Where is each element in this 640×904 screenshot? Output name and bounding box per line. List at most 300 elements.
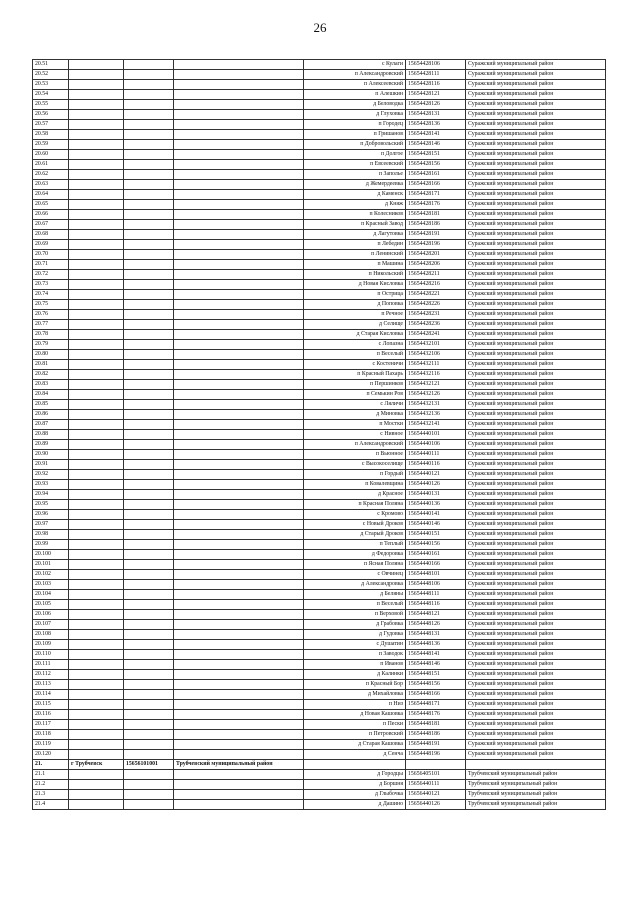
row-number-cell: 21.2 — [33, 780, 69, 790]
district-name-cell: Суражский муниципальный район — [466, 330, 606, 340]
admin-center-cell — [69, 290, 124, 300]
table-row — [33, 260, 606, 270]
admin-code-cell — [124, 570, 174, 580]
district-name-cell: Суражский муниципальный район — [466, 750, 606, 760]
admin-name-cell — [174, 360, 304, 370]
admin-center-cell — [69, 530, 124, 540]
table-row — [33, 620, 606, 630]
admin-center-cell — [69, 730, 124, 740]
admin-center-cell — [69, 690, 124, 700]
admin-code-cell — [124, 520, 174, 530]
admin-name-cell — [174, 220, 304, 230]
admin-center-cell — [69, 560, 124, 570]
district-name-cell: Суражский муниципальный район — [466, 400, 606, 410]
settlement-name-cell: с Кромово — [304, 510, 406, 520]
oktmo-code-cell: 15656440126 — [406, 800, 466, 810]
admin-name-cell — [174, 370, 304, 380]
row-number-cell: 20.107 — [33, 620, 69, 630]
row-number-cell: 21.1 — [33, 770, 69, 780]
district-name-cell: Суражский муниципальный район — [466, 340, 606, 350]
oktmo-code-cell: 15654448106 — [406, 580, 466, 590]
district-name-cell: Суражский муниципальный район — [466, 290, 606, 300]
admin-code-cell — [124, 580, 174, 590]
admin-name-cell — [174, 410, 304, 420]
settlement-name-cell: д Жемердеевка — [304, 180, 406, 190]
admin-code-cell — [124, 60, 174, 70]
admin-name-cell — [174, 60, 304, 70]
district-name-cell: Суражский муниципальный район — [466, 410, 606, 420]
row-number-cell: 20.70 — [33, 250, 69, 260]
admin-center-cell — [69, 740, 124, 750]
admin-name-cell — [174, 540, 304, 550]
admin-center-cell — [69, 220, 124, 230]
district-name-cell: Суражский муниципальный район — [466, 310, 606, 320]
row-number-cell: 20.56 — [33, 110, 69, 120]
row-number-cell: 20.95 — [33, 500, 69, 510]
row-number-cell: 20.71 — [33, 260, 69, 270]
admin-name-cell — [174, 340, 304, 350]
settlement-name-cell: п Алешкин — [304, 90, 406, 100]
table-row — [33, 290, 606, 300]
admin-name-cell — [174, 550, 304, 560]
row-number-cell: 20.77 — [33, 320, 69, 330]
row-number-cell: 20.73 — [33, 280, 69, 290]
admin-code-cell — [124, 180, 174, 190]
table-row — [33, 220, 606, 230]
admin-name-cell — [174, 610, 304, 620]
table-row — [33, 370, 606, 380]
oktmo-code-cell: 15654428141 — [406, 130, 466, 140]
admin-center-cell — [69, 620, 124, 630]
admin-name-cell — [174, 420, 304, 430]
settlement-name-cell: д Калинки — [304, 670, 406, 680]
oktmo-code-cell: 15654428126 — [406, 100, 466, 110]
admin-name-cell — [174, 470, 304, 480]
admin-code-cell — [124, 230, 174, 240]
oktmo-code-cell: 15654448186 — [406, 730, 466, 740]
district-name-cell: Суражский муниципальный район — [466, 230, 606, 240]
settlement-name-cell: с Новый Дроков — [304, 520, 406, 530]
admin-code-cell — [124, 500, 174, 510]
district-name-cell: Суражский муниципальный район — [466, 350, 606, 360]
district-name-cell: Суражский муниципальный район — [466, 370, 606, 380]
settlement-name-cell: д Княж — [304, 200, 406, 210]
row-number-cell: 21.4 — [33, 800, 69, 810]
district-name-cell: Суражский муниципальный район — [466, 270, 606, 280]
admin-name-cell — [174, 620, 304, 630]
oktmo-code-cell: 15654428191 — [406, 230, 466, 240]
admin-center-cell — [69, 510, 124, 520]
row-number-cell: 20.120 — [33, 750, 69, 760]
admin-code-cell — [124, 710, 174, 720]
district-name-cell: Суражский муниципальный район — [466, 180, 606, 190]
row-number-cell: 20.68 — [33, 230, 69, 240]
admin-center-cell — [69, 300, 124, 310]
oktmo-code-cell: 15654440156 — [406, 540, 466, 550]
oktmo-code-cell: 15654448181 — [406, 720, 466, 730]
admin-center-cell — [69, 460, 124, 470]
table-row — [33, 550, 606, 560]
settlement-name-cell: п Добровольский — [304, 140, 406, 150]
admin-name-cell — [174, 720, 304, 730]
district-name-cell: Суражский муниципальный район — [466, 690, 606, 700]
settlement-name-cell: с Кулаги — [304, 60, 406, 70]
oktmo-code-cell: 15654440106 — [406, 440, 466, 450]
district-name-cell: Суражский муниципальный район — [466, 320, 606, 330]
district-name-cell: Суражский муниципальный район — [466, 100, 606, 110]
settlement-name-cell: п Лебедин — [304, 240, 406, 250]
row-number-cell: 20.97 — [33, 520, 69, 530]
admin-name-cell — [174, 790, 304, 800]
district-name-cell: Суражский муниципальный район — [466, 570, 606, 580]
settlement-name-cell: д Поповка — [304, 300, 406, 310]
settlement-name-cell: п Острица — [304, 290, 406, 300]
admin-code-cell — [124, 450, 174, 460]
admin-code-cell: 15656101001 — [124, 760, 174, 770]
oktmo-code-cell: 15654428131 — [406, 110, 466, 120]
admin-code-cell — [124, 620, 174, 630]
oktmo-code-cell: 15654440131 — [406, 490, 466, 500]
district-name-cell: Суражский муниципальный район — [466, 600, 606, 610]
settlement-name-cell: д Старый Дроков — [304, 530, 406, 540]
admin-name-cell — [174, 240, 304, 250]
admin-name-cell — [174, 680, 304, 690]
table-row — [33, 750, 606, 760]
row-number-cell: 20.74 — [33, 290, 69, 300]
table-row — [33, 300, 606, 310]
district-name-cell: Суражский муниципальный район — [466, 300, 606, 310]
oktmo-code-cell: 15654428111 — [406, 70, 466, 80]
admin-code-cell — [124, 780, 174, 790]
admin-name-cell — [174, 560, 304, 570]
settlement-name-cell: п Красный Бор — [304, 680, 406, 690]
settlement-name-cell: д Боршня — [304, 780, 406, 790]
admin-center-cell — [69, 170, 124, 180]
settlement-name-cell: д Миновка — [304, 410, 406, 420]
table-row — [33, 130, 606, 140]
admin-code-cell — [124, 360, 174, 370]
table-row — [33, 560, 606, 570]
district-name-cell: Суражский муниципальный район — [466, 560, 606, 570]
district-name-cell: Суражский муниципальный район — [466, 710, 606, 720]
settlement-name-cell: д Грабовка — [304, 620, 406, 630]
admin-code-cell — [124, 770, 174, 780]
admin-name-cell — [174, 800, 304, 810]
settlement-name-cell: с Костеничи — [304, 360, 406, 370]
row-number-cell: 21.3 — [33, 790, 69, 800]
admin-name-cell — [174, 740, 304, 750]
row-number-cell: 20.62 — [33, 170, 69, 180]
admin-center-cell — [69, 150, 124, 160]
admin-center-cell — [69, 640, 124, 650]
admin-code-cell — [124, 170, 174, 180]
admin-name-cell — [174, 380, 304, 390]
table-row — [33, 630, 606, 640]
row-number-cell: 20.114 — [33, 690, 69, 700]
row-number-cell: 20.69 — [33, 240, 69, 250]
admin-name-cell — [174, 500, 304, 510]
table-row — [33, 240, 606, 250]
admin-center-cell — [69, 800, 124, 810]
admin-code-cell — [124, 430, 174, 440]
table-row — [33, 400, 606, 410]
row-number-cell: 20.72 — [33, 270, 69, 280]
oktmo-code-cell: 15654448141 — [406, 650, 466, 660]
settlement-name-cell: п Ленинский — [304, 250, 406, 260]
admin-name-cell — [174, 630, 304, 640]
admin-center-cell — [69, 590, 124, 600]
admin-code-cell — [124, 280, 174, 290]
admin-center-cell — [69, 380, 124, 390]
oktmo-code-cell: 15654448166 — [406, 690, 466, 700]
admin-center-cell — [69, 790, 124, 800]
settlement-name-cell: д Михайловка — [304, 690, 406, 700]
settlement-name-cell: п Машина — [304, 260, 406, 270]
admin-code-cell — [124, 640, 174, 650]
oktmo-code-cell: 15654428196 — [406, 240, 466, 250]
row-number-cell: 20.61 — [33, 160, 69, 170]
settlement-name-cell: п Вьюнное — [304, 450, 406, 460]
table-row — [33, 570, 606, 580]
district-name-cell: Суражский муниципальный район — [466, 580, 606, 590]
table-row — [33, 170, 606, 180]
table-row — [33, 310, 606, 320]
row-number-cell: 20.52 — [33, 70, 69, 80]
district-name-cell: Суражский муниципальный район — [466, 730, 606, 740]
oktmo-code-cell: 15654448156 — [406, 680, 466, 690]
row-number-cell: 20.58 — [33, 130, 69, 140]
settlements-table — [32, 59, 606, 810]
district-name-cell: Суражский муниципальный район — [466, 500, 606, 510]
district-name-cell: Суражский муниципальный район — [466, 240, 606, 250]
table-row — [33, 730, 606, 740]
table-row — [33, 60, 606, 70]
admin-name-cell — [174, 570, 304, 580]
admin-name-cell — [174, 530, 304, 540]
row-number-cell: 20.76 — [33, 310, 69, 320]
oktmo-code-cell: 15654448116 — [406, 600, 466, 610]
admin-center-cell — [69, 570, 124, 580]
admin-center-cell — [69, 580, 124, 590]
row-number-cell: 20.117 — [33, 720, 69, 730]
admin-name-cell — [174, 710, 304, 720]
row-number-cell: 20.115 — [33, 700, 69, 710]
oktmo-code-cell: 15654432126 — [406, 390, 466, 400]
district-name-cell: Суражский муниципальный район — [466, 640, 606, 650]
admin-center-cell — [69, 200, 124, 210]
district-name-cell: Суражский муниципальный район — [466, 480, 606, 490]
oktmo-code-cell: 15654428221 — [406, 290, 466, 300]
table-row — [33, 500, 606, 510]
admin-name-cell — [174, 170, 304, 180]
table-row — [33, 640, 606, 650]
district-name-cell: Суражский муниципальный район — [466, 460, 606, 470]
district-name-cell: Трубчевский муниципальный район — [466, 770, 606, 780]
oktmo-code-cell: 15654428181 — [406, 210, 466, 220]
oktmo-code-cell: 15654428161 — [406, 170, 466, 180]
row-number-cell: 20.57 — [33, 120, 69, 130]
district-name-cell — [466, 760, 606, 770]
oktmo-code-cell: 15654432136 — [406, 410, 466, 420]
admin-code-cell — [124, 210, 174, 220]
settlement-name-cell: п Никольский — [304, 270, 406, 280]
district-name-cell: Суражский муниципальный район — [466, 160, 606, 170]
row-number-cell: 20.116 — [33, 710, 69, 720]
settlement-name-cell: п Мостки — [304, 420, 406, 430]
settlement-name-cell: п Евсеевский — [304, 160, 406, 170]
admin-center-cell — [69, 280, 124, 290]
row-number-cell: 20.113 — [33, 680, 69, 690]
row-number-cell: 20.93 — [33, 480, 69, 490]
district-name-cell: Суражский муниципальный район — [466, 280, 606, 290]
admin-center-cell — [69, 670, 124, 680]
settlement-name-cell: п Речное — [304, 310, 406, 320]
oktmo-code-cell: 15654448146 — [406, 660, 466, 670]
district-name-cell: Суражский муниципальный район — [466, 620, 606, 630]
oktmo-code-cell: 15654428146 — [406, 140, 466, 150]
row-number-cell: 20.60 — [33, 150, 69, 160]
settlement-name-cell: п Гордый — [304, 470, 406, 480]
row-number-cell: 20.85 — [33, 400, 69, 410]
admin-name-cell — [174, 640, 304, 650]
row-number-cell: 20.63 — [33, 180, 69, 190]
table-row — [33, 590, 606, 600]
admin-name-cell — [174, 140, 304, 150]
oktmo-code-cell: 15654428216 — [406, 280, 466, 290]
district-name-cell: Суражский муниципальный район — [466, 200, 606, 210]
admin-center-cell — [69, 390, 124, 400]
settlement-name-cell: п Долгое — [304, 150, 406, 160]
admin-center-cell — [69, 630, 124, 640]
table-row — [33, 200, 606, 210]
admin-code-cell — [124, 460, 174, 470]
settlement-name-cell — [304, 760, 406, 770]
admin-code-cell — [124, 410, 174, 420]
admin-center-cell — [69, 120, 124, 130]
oktmo-code-cell: 15656405101 — [406, 770, 466, 780]
admin-name-cell — [174, 70, 304, 80]
district-name-cell: Суражский муниципальный район — [466, 380, 606, 390]
settlement-name-cell: п Ковалевщина — [304, 480, 406, 490]
settlement-name-cell: д Дашино — [304, 800, 406, 810]
admin-code-cell — [124, 300, 174, 310]
district-name-cell: Суражский муниципальный район — [466, 120, 606, 130]
admin-code-cell — [124, 340, 174, 350]
oktmo-code-cell: 15654448176 — [406, 710, 466, 720]
admin-center-cell — [69, 770, 124, 780]
admin-code-cell — [124, 670, 174, 680]
district-name-cell: Суражский муниципальный район — [466, 540, 606, 550]
table-row — [33, 520, 606, 530]
admin-code-cell — [124, 470, 174, 480]
oktmo-code-cell: 15654432131 — [406, 400, 466, 410]
admin-name-cell — [174, 130, 304, 140]
table-row — [33, 380, 606, 390]
admin-name-cell — [174, 480, 304, 490]
oktmo-code-cell: 15654428151 — [406, 150, 466, 160]
oktmo-code-cell: 15654448111 — [406, 590, 466, 600]
admin-name-cell — [174, 270, 304, 280]
settlement-name-cell: п Иванов — [304, 660, 406, 670]
row-number-cell: 20.83 — [33, 380, 69, 390]
oktmo-code-cell: 15654428166 — [406, 180, 466, 190]
admin-center-cell — [69, 100, 124, 110]
oktmo-code-cell: 15654448101 — [406, 570, 466, 580]
row-number-cell: 20.94 — [33, 490, 69, 500]
table-row — [33, 440, 606, 450]
settlement-name-cell: д Красное — [304, 490, 406, 500]
settlement-name-cell: д Лагутовка — [304, 230, 406, 240]
settlement-name-cell: п Пески — [304, 720, 406, 730]
district-name-cell: Суражский муниципальный район — [466, 360, 606, 370]
row-number-cell: 21. — [33, 760, 69, 770]
table-row — [33, 540, 606, 550]
settlement-name-cell: п Низ — [304, 700, 406, 710]
table-row — [33, 140, 606, 150]
table-row — [33, 410, 606, 420]
district-name-cell: Суражский муниципальный район — [466, 190, 606, 200]
district-name-cell: Суражский муниципальный район — [466, 90, 606, 100]
row-number-cell: 20.110 — [33, 650, 69, 660]
table-row — [33, 280, 606, 290]
admin-code-cell — [124, 200, 174, 210]
admin-name-cell: Трубчевский муниципальный район — [174, 760, 304, 770]
table-body — [33, 60, 606, 810]
settlement-name-cell: п Александровский — [304, 440, 406, 450]
table-row — [33, 350, 606, 360]
admin-code-cell — [124, 700, 174, 710]
admin-name-cell — [174, 310, 304, 320]
table-row — [33, 510, 606, 520]
oktmo-code-cell: 15654428236 — [406, 320, 466, 330]
row-number-cell: 20.82 — [33, 370, 69, 380]
oktmo-code-cell: 15654440141 — [406, 510, 466, 520]
oktmo-code-cell: 15654440126 — [406, 480, 466, 490]
admin-code-cell — [124, 650, 174, 660]
settlement-name-cell: д Глуховка — [304, 110, 406, 120]
table-row — [33, 70, 606, 80]
admin-center-cell — [69, 80, 124, 90]
admin-code-cell — [124, 740, 174, 750]
oktmo-code-cell: 15654448151 — [406, 670, 466, 680]
admin-code-cell — [124, 530, 174, 540]
admin-name-cell — [174, 120, 304, 130]
district-name-cell: Суражский муниципальный район — [466, 700, 606, 710]
table-row — [33, 690, 606, 700]
settlement-name-cell: д Селище — [304, 320, 406, 330]
oktmo-code-cell: 15654428121 — [406, 90, 466, 100]
table-row — [33, 100, 606, 110]
admin-center-cell — [69, 400, 124, 410]
oktmo-code-cell: 15656440121 — [406, 790, 466, 800]
district-name-cell: Суражский муниципальный район — [466, 130, 606, 140]
settlement-name-cell: с Ляличи — [304, 400, 406, 410]
admin-center-cell — [69, 410, 124, 420]
admin-code-cell — [124, 440, 174, 450]
admin-code-cell — [124, 600, 174, 610]
settlement-name-cell: д Старая Кисловка — [304, 330, 406, 340]
oktmo-code-cell: 15654432106 — [406, 350, 466, 360]
admin-name-cell — [174, 430, 304, 440]
oktmo-code-cell: 15654440101 — [406, 430, 466, 440]
settlement-name-cell: д Александровка — [304, 580, 406, 590]
settlement-name-cell: д Беловодка — [304, 100, 406, 110]
row-number-cell: 20.99 — [33, 540, 69, 550]
oktmo-code-cell: 15654440166 — [406, 560, 466, 570]
table-row — [33, 480, 606, 490]
table-row — [33, 320, 606, 330]
row-number-cell: 20.98 — [33, 530, 69, 540]
